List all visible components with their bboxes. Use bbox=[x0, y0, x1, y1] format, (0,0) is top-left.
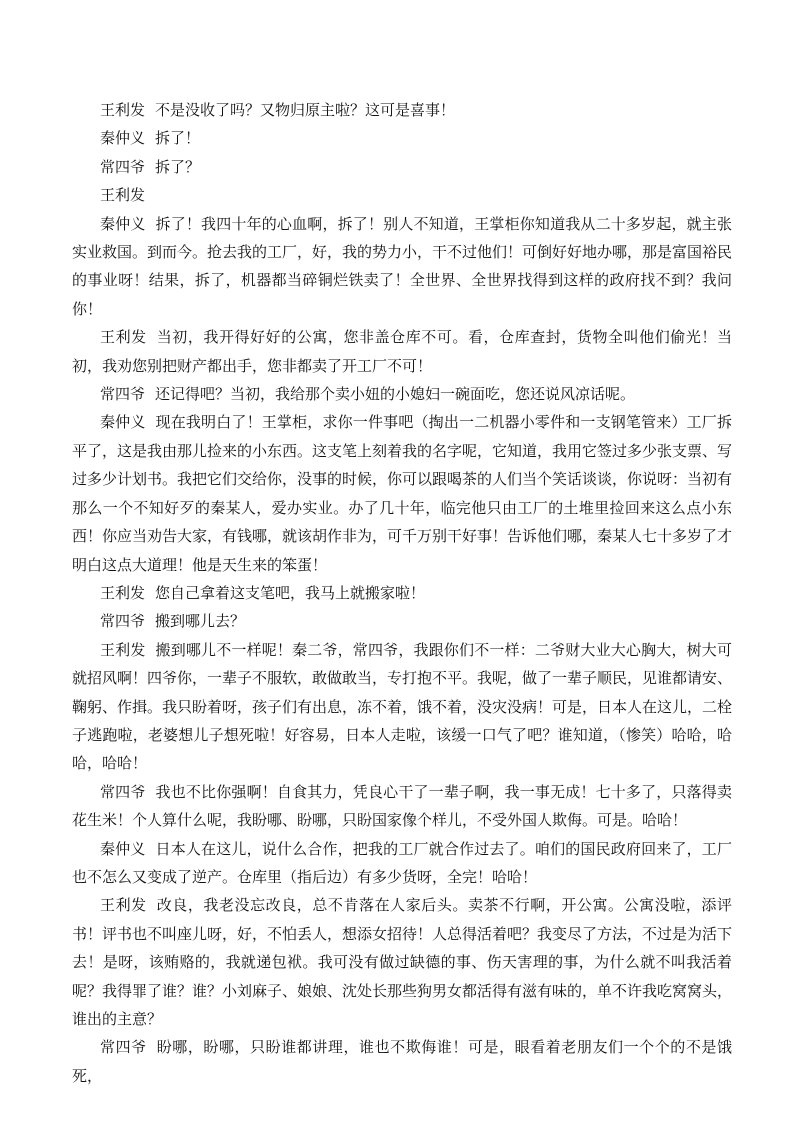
speaker-name: 秦仲义 bbox=[100, 129, 146, 148]
speaker-name: 王利发 bbox=[100, 101, 146, 119]
dialogue-line bbox=[72, 891, 732, 1033]
dialogue-line bbox=[72, 153, 732, 181]
speaker-name: 王利发 bbox=[100, 328, 147, 347]
line-text: 还记得吧？当初，我给那个卖小妞的小媳妇一碗面吃，您还说风凉话呢。 bbox=[155, 385, 636, 404]
line-text: 不是没收了吗？又物归原主啦？这可是喜事！ bbox=[155, 101, 456, 119]
dialogue-line bbox=[72, 323, 732, 380]
dialogue-line bbox=[72, 636, 732, 778]
dialogue-line bbox=[72, 96, 732, 124]
dialogue-line bbox=[72, 124, 732, 152]
line-text: 现在我明白了！王掌柜，求你一件事吧（掏出一二机器小零件和一支钢笔管来）工厂拆平了，这是我由那儿捡来的小东西。这支笔上刻着我的名字呢，它知道，我用它签过多少张支票、写过多少计划书。我把它们交给你，没事的时候，你可以跟喝茶的人们当个笑话谈谈，你说呀：当初有那么一个不知好歹的秦某人，爱办实业。办了几十年，临完他只由工厂的土堆里捡回来这么点小东西！你应当劝告大家，有钱哪，就该胡作非为，可千万别干好事！告诉他们哪，秦某人七十多岁了才明白这点大道理！他是天生来的笨蛋！ bbox=[72, 413, 733, 574]
line-text: 您自己拿着这支笔吧，我马上就搬家啦！ bbox=[155, 583, 426, 602]
speaker-name: 王利发 bbox=[100, 640, 146, 659]
dialogue-line bbox=[72, 835, 732, 892]
speaker-name: 秦仲义 bbox=[100, 413, 146, 432]
line-text: 搬到哪儿不一样呢！秦二爷，常四爷，我跟你们不一样：二爷财大业大心胸大，树大可就招风啊！四爷你，一辈子不服软，敢做敢当，专打抱不平。我呢，做了一辈子顺民，见谁都请安、鞠躬、作揖。我只盼着呀，孩子们有出息，冻不着，饿不着，没灾没病！可是，日本人在这儿，二栓子逃跑啦，老婆想儿子想死啦！好容易，日本人走啦，该缓一口气了吧？谁知道，（惨笑）哈哈，哈哈，哈哈！ bbox=[72, 640, 733, 773]
dialogue-line bbox=[72, 380, 732, 408]
line-text: 搬到哪儿去？ bbox=[155, 612, 246, 631]
line-text: 拆了！我四十年的心血啊，拆了！别人不知道，王掌柜你知道我从二十多岁起，就主张实业救国。到而今。抢去我的工厂，好，我的势力小，干不过他们！可倒好好地办哪，那是富国裕民的事业呀！结果，拆了，机器都当碎铜烂铁卖了！全世界、全世界找得到这样的政府找不到？我问你！ bbox=[72, 214, 733, 318]
dialogue-line bbox=[72, 607, 732, 635]
speaker-name: 王利发 bbox=[100, 583, 146, 602]
speaker-name: 常四爷 bbox=[100, 157, 146, 176]
line-text: 我也不比你强啊！自食其力，凭良心干了一辈子啊，我一事无成！七十多了，只落得卖花生米！个人算什么呢，我盼哪、盼哪，只盼国家像个样儿，不受外国人欺侮。可是。哈哈！ bbox=[72, 782, 732, 830]
dialogue-line bbox=[72, 1033, 732, 1090]
speaker-name: 王利发 bbox=[100, 896, 147, 915]
line-text: 日本人在这儿，说什么合作，把我的工厂就合作过去了。咱们的国民政府回来了，工厂也不怎么又变成了逆产。仓库里（指后边）有多少货呀，全完！哈哈！ bbox=[72, 839, 732, 886]
speaker-name: 秦仲义 bbox=[100, 839, 146, 858]
dialogue-line bbox=[72, 579, 732, 607]
line-text: 盼哪，盼哪，只盼谁都讲理，谁也不欺侮谁！可是，眼看着老朋友们一个个的不是饿死， bbox=[72, 1038, 732, 1085]
line-text: 拆了！ bbox=[155, 129, 201, 148]
speaker-name: 王利发 bbox=[100, 186, 146, 205]
speaker-name: 秦仲义 bbox=[100, 214, 146, 233]
dialogue-line bbox=[72, 778, 732, 835]
line-text: 拆了？ bbox=[155, 157, 201, 176]
line-text: 改良，我老没忘改良，总不肯落在人家后头。卖茶不行啊，开公寓。公寓没啦，添评书！评书也不叫座儿呀，好，不怕丢人，想添女招待！人总得活着吧？我变尽了方法，不过是为活下去！是呀，该贿赂的，我就递包袱。我可没有做过缺德的事、伤天害理的事，为什么就不叫我活着呢？我得罪了谁？谁？小刘麻子、娘娘、沈处长那些狗男女都活得有滋有味的，单不许我吃窝窝头，谁出的主意？ bbox=[72, 896, 733, 1028]
dialogue-script bbox=[72, 96, 732, 1090]
dialogue-line bbox=[72, 210, 732, 324]
speaker-name: 常四爷 bbox=[100, 1038, 147, 1057]
speaker-name: 常四爷 bbox=[100, 782, 146, 801]
speaker-name: 常四爷 bbox=[100, 385, 146, 404]
line-text: 当初，我开得好好的公寓，您非盖仓库不可。看，仓库查封，货物全叫他们偷光！当初，我劝您别把财产都出手，您非都卖了开工厂不可！ bbox=[72, 328, 732, 375]
dialogue-line bbox=[72, 408, 732, 578]
speaker-name: 常四爷 bbox=[100, 612, 146, 631]
dialogue-line bbox=[72, 181, 732, 209]
